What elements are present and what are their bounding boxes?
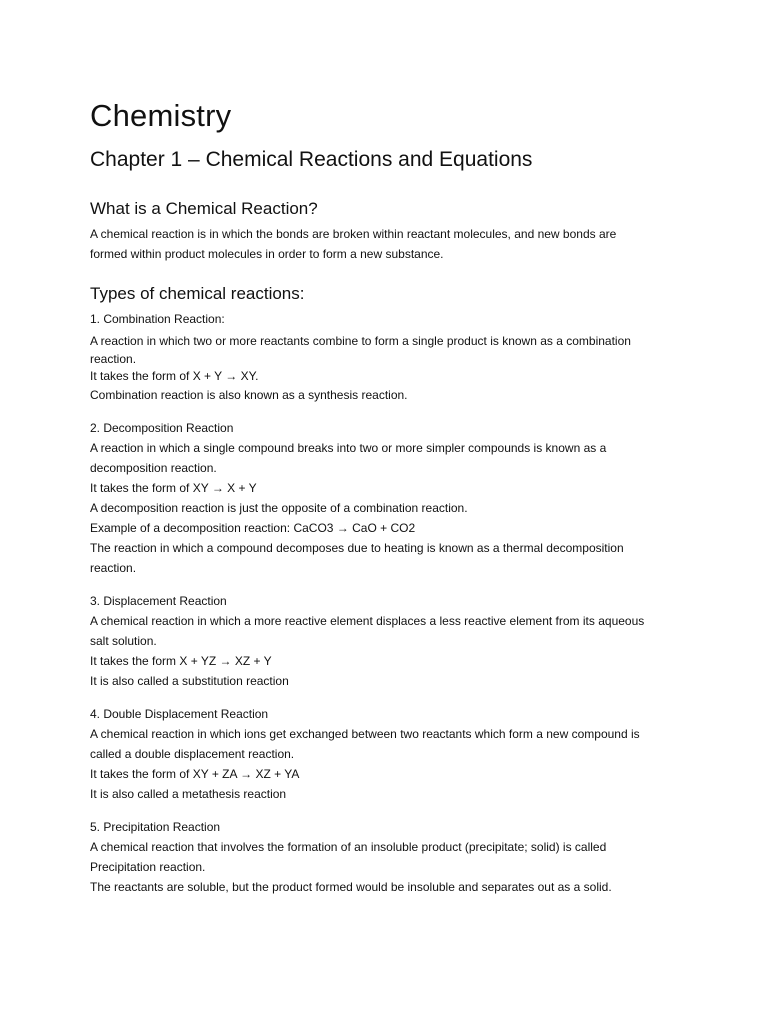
what-is-paragraph — [90, 224, 690, 264]
paragraph-line: A chemical reaction in which a more reactive element displaces a less reactive element from its aqueous — [90, 614, 645, 628]
paragraph-line: A chemical reaction in which ions get exchanged between two reactants which form a new compound is — [90, 727, 640, 741]
paragraph-line: It is also called a substitution reaction — [90, 674, 289, 688]
paragraph-line: The reaction in which a compound decomposes due to heating is known as a thermal decomposition — [90, 541, 624, 555]
paragraph-line: It is also called a metathesis reaction — [90, 787, 287, 801]
displacement-section — [90, 591, 690, 691]
paragraph-line: A chemical reaction that involves the formation of an insoluble product (precipitate; solid) is called — [90, 840, 607, 854]
decomposition-section — [90, 418, 690, 578]
precipitation-section — [90, 817, 690, 897]
paragraph-line: A reaction in which two or more reactants combine to form a single product is known as a combination — [90, 334, 631, 348]
paragraph-line: called a double displacement reaction. — [90, 747, 295, 761]
paragraph-line: decomposition reaction. — [90, 461, 217, 475]
paragraph-line: salt solution. — [90, 634, 157, 648]
what-is-heading: What is a Chemical Reaction? — [90, 199, 318, 218]
spacer — [90, 405, 690, 418]
double-displacement-section — [90, 704, 690, 804]
paragraph-line: A reaction in which a single compound breaks into two or more simpler compounds is known as a — [90, 441, 607, 455]
paragraph-line: reaction. — [90, 352, 137, 366]
combination-section — [90, 309, 690, 405]
paragraph-line: Combination reaction is also known as a synthesis reaction. — [90, 388, 408, 402]
spacer — [90, 804, 690, 817]
paragraph-line: Precipitation reaction. — [90, 860, 206, 874]
formula-line: It takes the form of X + Y → XY. — [90, 369, 259, 383]
types-heading: Types of chemical reactions: — [90, 284, 305, 303]
formula-line: It takes the form of XY + ZA → XZ + YA — [90, 767, 300, 781]
spacer — [90, 691, 690, 704]
paragraph-line: formed within product molecules in order to form a new substance. — [90, 247, 444, 261]
spacer — [90, 578, 690, 591]
section-title: 2. Decomposition Reaction — [90, 421, 234, 435]
section-title: 5. Precipitation Reaction — [90, 820, 221, 834]
paragraph-line: A decomposition reaction is just the opposite of a combination reaction. — [90, 501, 468, 515]
document-title: Chemistry — [90, 98, 232, 133]
document-page — [90, 96, 690, 897]
chapter-title: Chapter 1 – Chemical Reactions and Equations — [90, 148, 533, 171]
section-title: 1. Combination Reaction: — [90, 312, 225, 326]
paragraph-line: A chemical reaction is in which the bonds are broken within reactant molecules, and new bonds are — [90, 227, 617, 241]
paragraph-line: reaction. — [90, 561, 137, 575]
formula-line: It takes the form of XY → X + Y — [90, 481, 257, 495]
section-title: 4. Double Displacement Reaction — [90, 707, 269, 721]
section-title: 3. Displacement Reaction — [90, 594, 227, 608]
formula-line: It takes the form X + YZ → XZ + Y — [90, 654, 272, 668]
example-line: Example of a decomposition reaction: CaCO3 → CaO + CO2 — [90, 521, 416, 535]
paragraph-line: The reactants are soluble, but the product formed would be insoluble and separates out as a solid. — [90, 880, 612, 894]
